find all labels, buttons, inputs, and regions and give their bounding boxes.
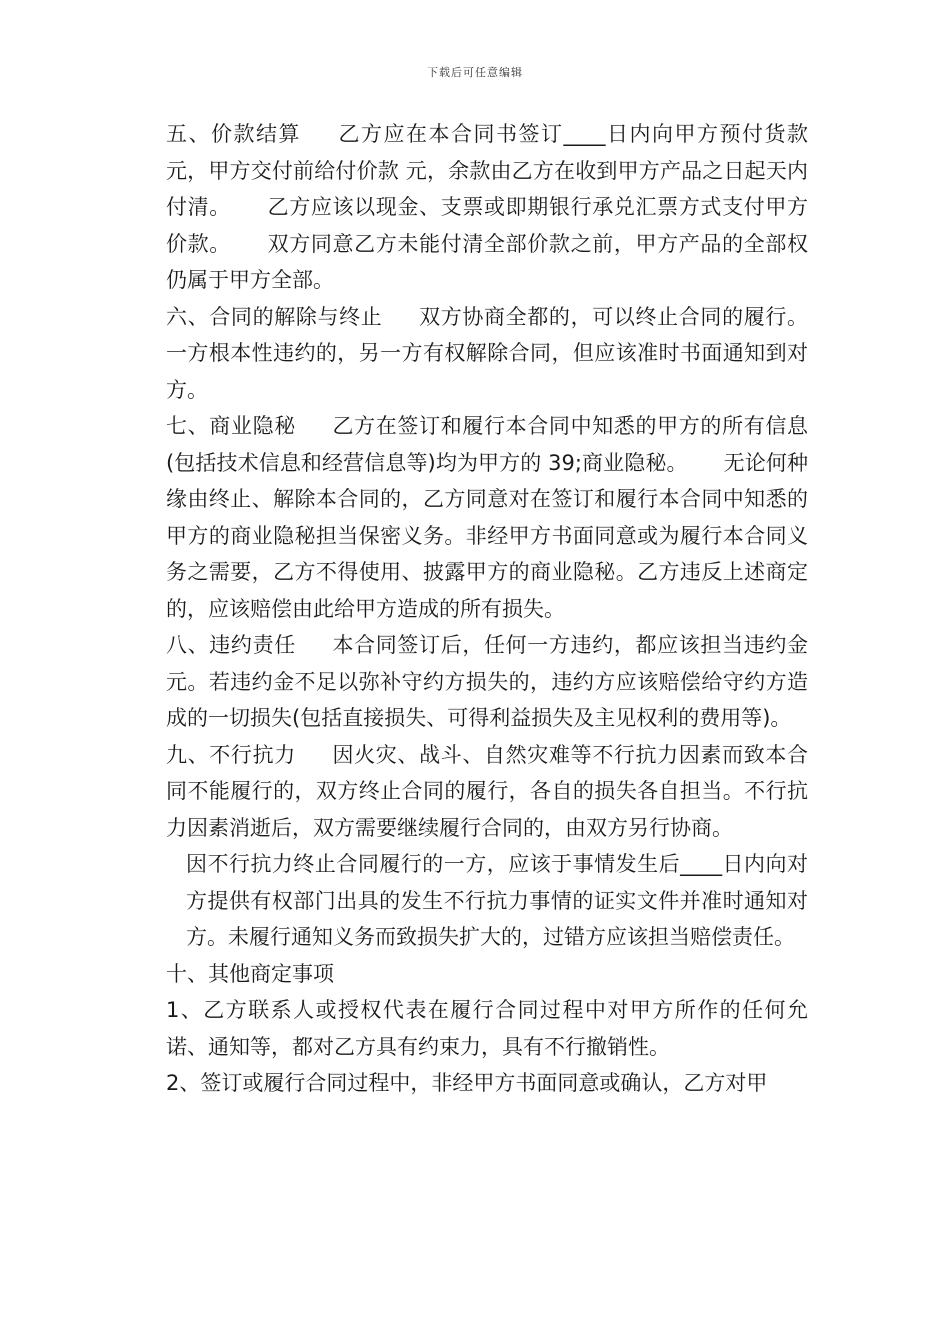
section-5-paragraph: [144, 116, 808, 299]
section-10-item-2: 2、签订或履行合同过程中，非经甲方书面同意或确认，乙方对甲: [166, 1071, 768, 1095]
section-7-heading: 七、商业隐秘: [166, 414, 296, 438]
section-6-heading: 六、合同的解除与终止: [166, 304, 383, 329]
section-8-text-1: 本合同签订后，任何一方违约，都应该担当违约金 元。若违约金不足以弥补守约方损失的，违约方应该赔偿给守约方造成的一切损失(包括直接损失、可得利益损失及主见权利的费用等)。: [166, 633, 809, 730]
section-9-paragraph-2: 因不行抗力终止合同履行的一方，应该于事情发生后____日内向对方提供有权部门出具的发生不行抗力事情的证实文件并准时通知对方。未履行通知义务而致损失扩大的，过错方应该担当赔偿责任。: [186, 852, 808, 949]
section-8-heading: 八、违约责任: [166, 633, 296, 657]
section-6-paragraph: [144, 299, 808, 409]
section-5-text-3: 双方同意乙方未能付清全部价款之前，甲方产品的全部权仍属于甲方全部。: [166, 231, 809, 292]
section-7-text-2: 无论何种缘由终止、解除本合同的，乙方同意对在签订和履行本合同中知悉的甲方的商业隐秘担当保密义务。非经甲方书面同意或为履行本合同义务之需要，乙方不得使用、披露甲方的商业隐秘。乙方违反上述商定的，应该赔偿由此给甲方造成的所有损失。: [166, 450, 808, 621]
section-9-paragraph: [144, 737, 808, 847]
section-6-text-1: 双方协商全都的，可以终止合同的履行。一方根本性违约的，另一方有权解除合同，但应该准时书面通知到对方。: [166, 304, 809, 402]
section-7-paragraph: [144, 408, 808, 627]
section-5-text-1: 乙方应在本合同书签订____日内向甲方预付货款 元，甲方交付前给付价款 元，余款由乙方在收到甲方产品之日起天内付清。: [166, 122, 808, 219]
section-8-paragraph: [144, 627, 808, 737]
section-5-heading: 五、价款结算: [166, 122, 301, 146]
section-10-heading: 十、其他商定事项: [166, 961, 334, 986]
page-header: 下载后可任意编辑: [427, 66, 523, 79]
section-7-text-1: 乙方在签订和履行本合同中知悉的甲方的所有信息(包括技术信息和经营信息等)均为甲方的 39;商业隐秘。: [166, 414, 809, 475]
section-5-text-2: 乙方应该以现金、支票或即期银行承兑汇票方式支付甲方价款。: [166, 195, 809, 256]
section-9-text-1: 因火灾、战斗、自然灾难等不行抗力因素而致本合同不能履行的，双方终止合同的履行，各自的损失各自担当。不行抗力因素消逝后，双方需要继续履行合同的，由双方另行协商。: [166, 742, 809, 840]
contract-body: [144, 116, 808, 1102]
section-9-heading: 九、不行抗力: [166, 742, 296, 767]
section-10-item-1: 1、乙方联系人或授权代表在履行合同过程中对甲方所作的任何允诺、通知等，都对乙方具有约束力，具有不行撤销性。: [166, 998, 808, 1059]
